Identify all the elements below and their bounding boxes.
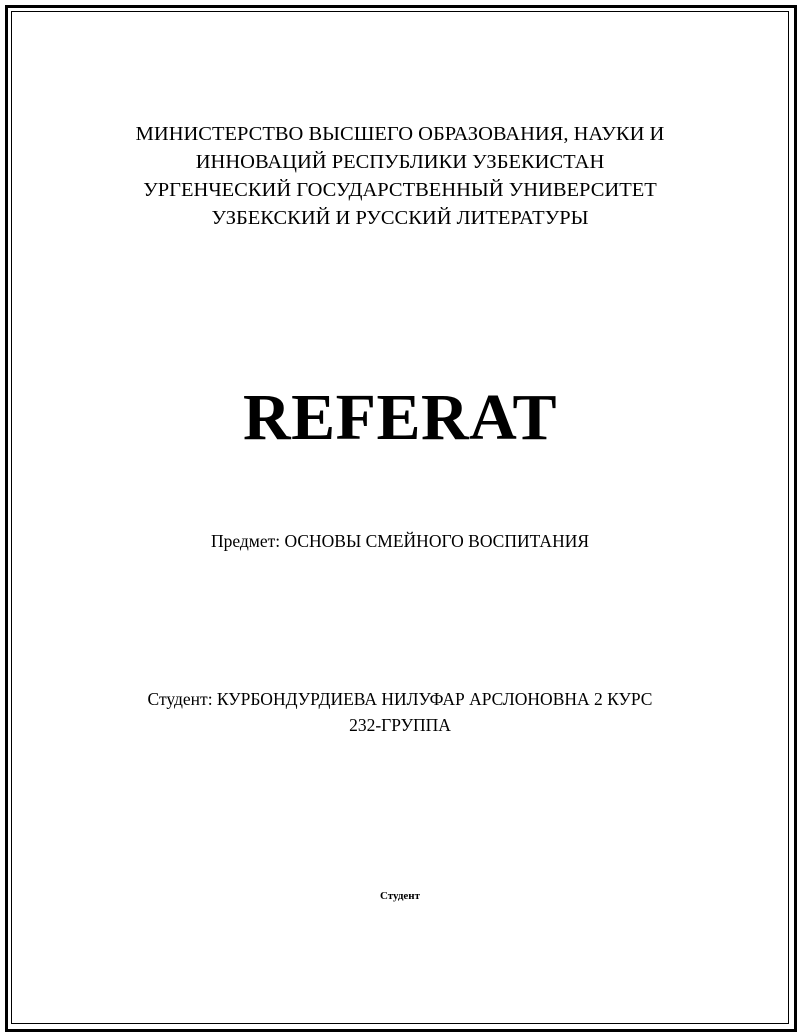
student-line-1: Студент: КУРБОНДУРДИЕВА НИЛУФАР АРСЛОНОВНА 2 КУРС (147, 689, 653, 709)
institution-header (0, 120, 800, 232)
student-line-2: 232-ГРУППА (349, 715, 451, 735)
header-line-4: УЗБЕКСКИЙ И РУССКИЙ ЛИТЕРАТУРЫ (211, 207, 589, 229)
header-line-1: МИНИСТЕРСТВО ВЫСШЕГО ОБРАЗОВАНИЯ, НАУКИ И (135, 123, 665, 145)
subject-line: Предмет: ОСНОВЫ СМЕЙНОГО ВОСПИТАНИЯ (210, 531, 590, 551)
footer-label: Студент (379, 890, 421, 902)
document-title: REFERAT (243, 381, 557, 454)
student-info (0, 686, 800, 738)
header-line-2: ИННОВАЦИЙ РЕСПУБЛИКИ УЗБЕКИСТАН (195, 151, 605, 173)
header-line-3: УРГЕНЧЕСКИЙ ГОСУДАРСТВЕННЫЙ УНИВЕРСИТЕТ (143, 179, 657, 201)
